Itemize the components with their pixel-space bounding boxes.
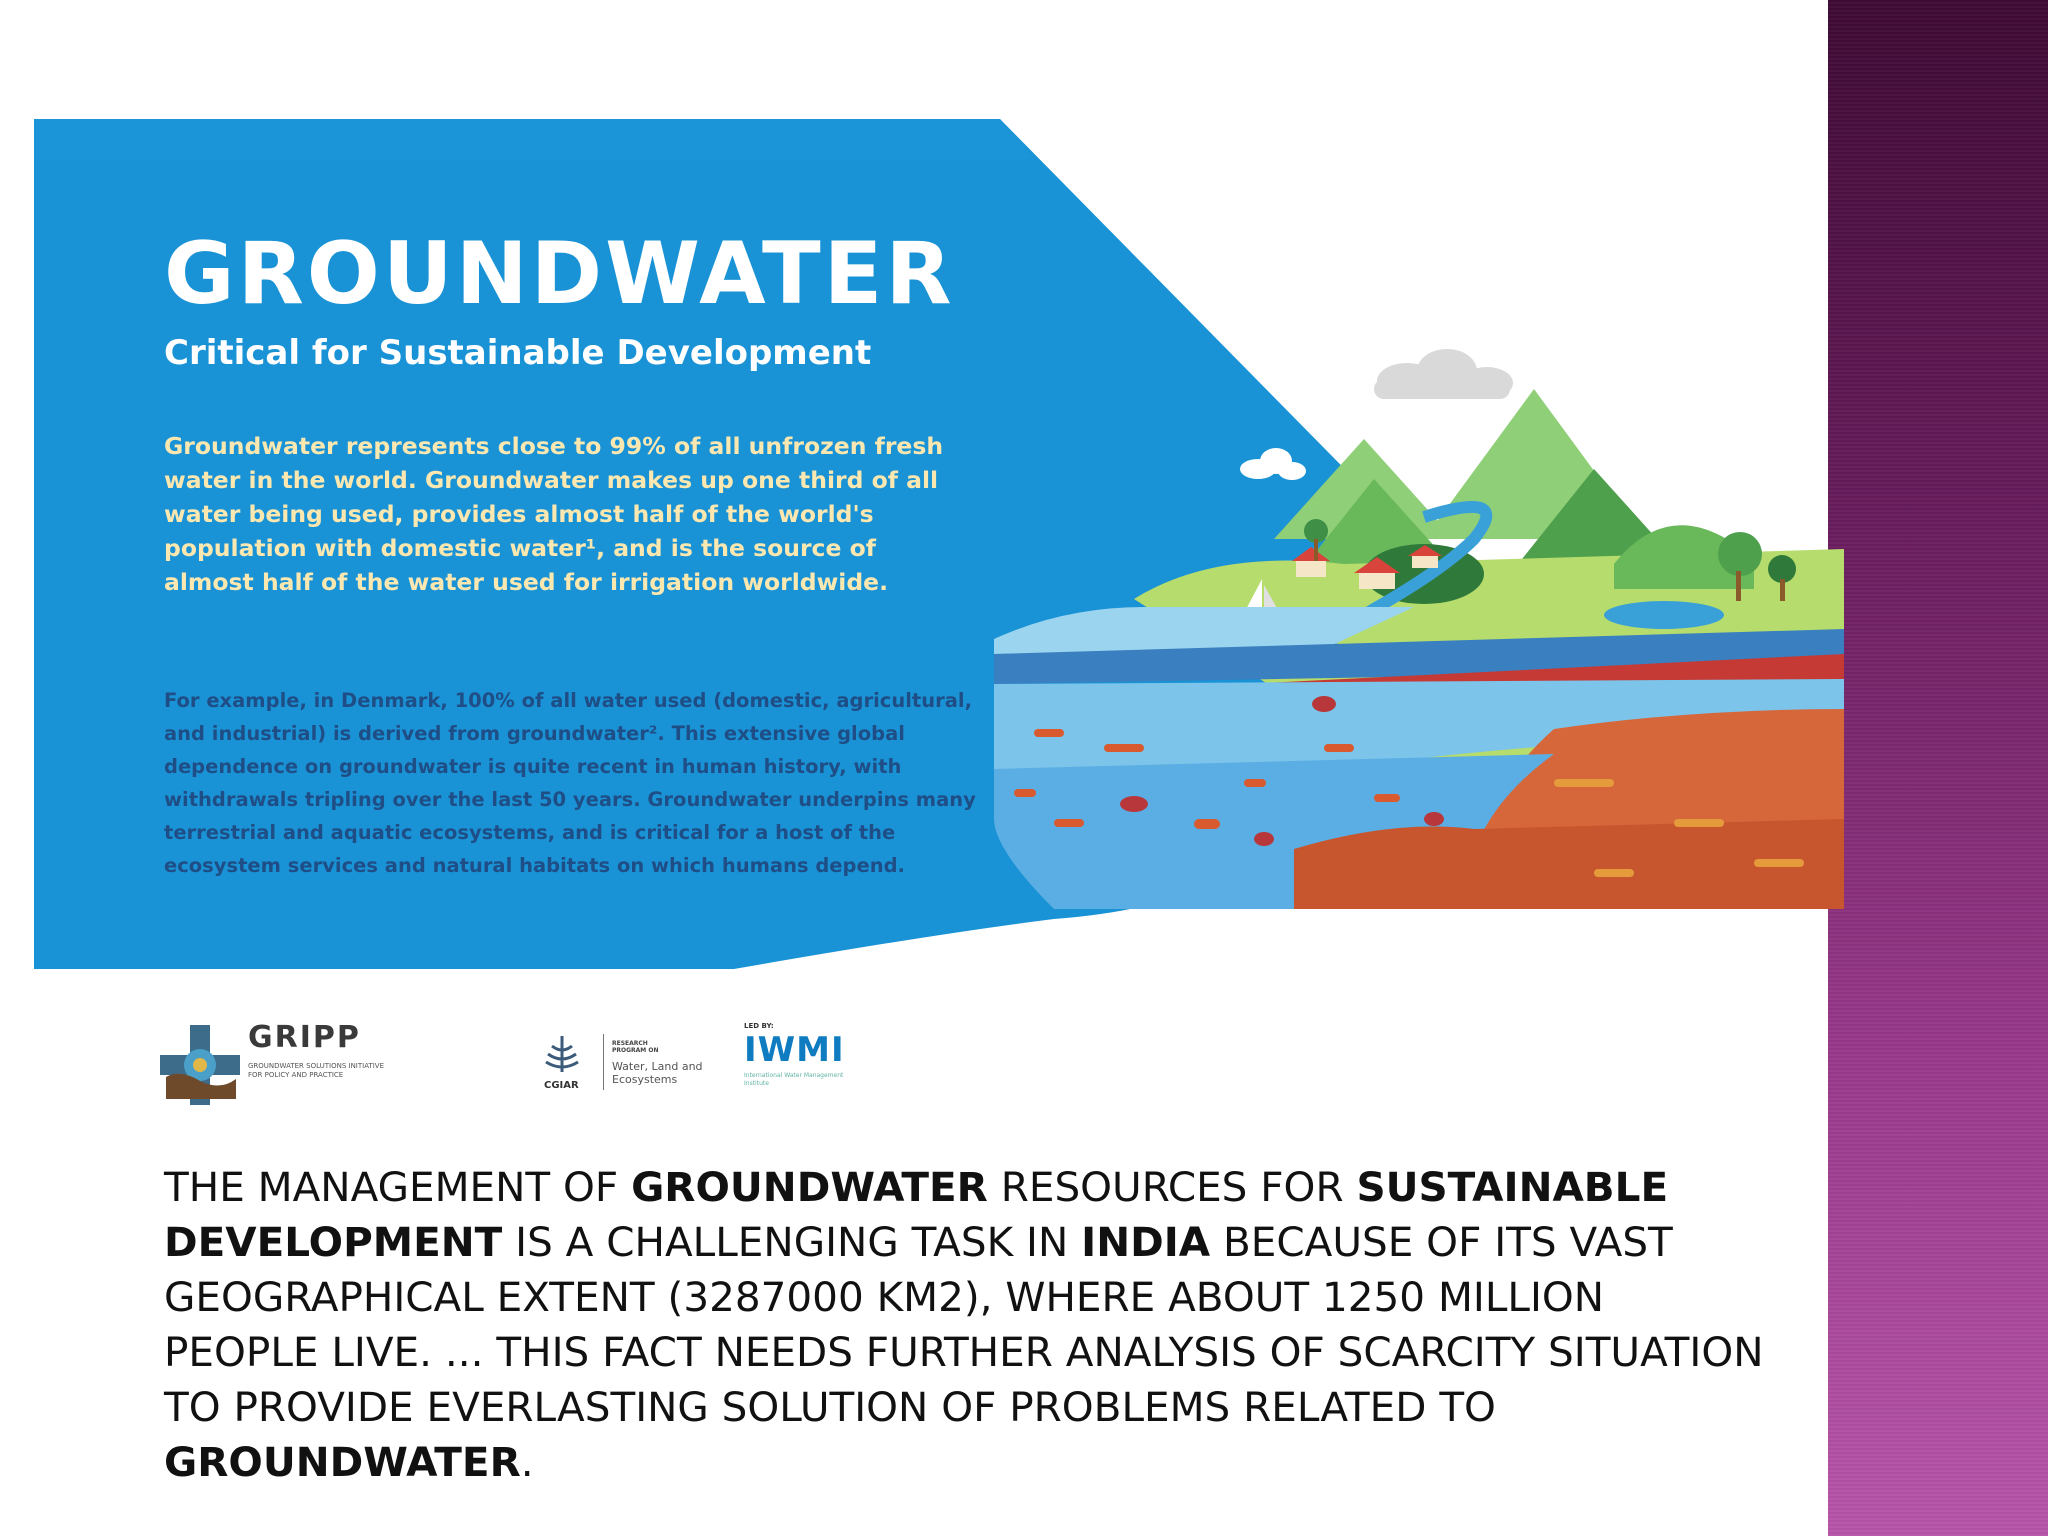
iwmi-subtitle: International Water Management Institute [744,1072,844,1087]
gripp-name: GRIPP [248,1020,361,1055]
body-text-4: BECAUSE OF ITS VAST GEOGRAPHICAL EXTENT (3287000 KM2), WHERE ABOUT 1250 MILLION PEOPLE LIVE. ... THIS FACT NEEDS FURTHER ANALYSIS OF SCARCITY SITUATION TO PROVIDE EVERLASTING SOLUTION OF PROBLEMS RELATED TO [164,1218,1764,1431]
landscape-groundwater-illustration-icon [994,349,1854,1029]
body-text-3: IS A CHALLENGING TASK IN [502,1218,1082,1266]
logo-divider [603,1034,604,1090]
body-text-5: . [520,1438,534,1486]
infographic-subtitle: Critical for Sustainable Development [164,333,872,373]
infographic-title: GROUNDWATER [164,224,955,324]
body-bold-groundwater-2: GROUNDWATER [164,1438,521,1486]
wle-name: Water, Land and Ecosystems [612,1060,703,1086]
iwmi-name: IWMI [744,1030,845,1070]
gripp-logo-icon [160,1025,240,1105]
infographic-paragraph-1: Groundwater represents close to 99% of all unfrozen fresh water in the world. Groundwater makes up one third of all water being used, provides almost half of the world's population with domestic water¹, and is the source of almost half of the water used for irrigation worldwide. [164,432,944,596]
decorative-sidebar [1828,0,2048,1536]
groundwater-infographic [34,119,1814,969]
infographic-paragraph-2: For example, in Denmark, 100% of all water used (domestic, agricultural, and industrial) is derived from groundwater². This extensive global dependence on groundwater is quite recent in human history, with withdrawals tripling over the last 50 years. Groundwater underpins many terrestrial and aquatic ecosystems, and is critical for a host of the ecosystem services and natural habitats on which humans depend. [164,689,976,877]
gripp-subtitle: GROUNDWATER SOLUTIONS INITIATIVE FOR POLICY AND PRACTICE [248,1062,385,1079]
body-text-2: RESOURCES FOR [987,1163,1357,1211]
body-text-1: THE MANAGEMENT OF [164,1163,632,1211]
partner-logos [160,1020,880,1120]
body-bold-india: INDIA [1081,1218,1211,1266]
cgiar-name: CGIAR [544,1080,579,1091]
iwmi-led-by: LED BY: [744,1022,774,1030]
body-bold-sustainable-development: SUSTAINABLE DEVELOPMENT [164,1163,1669,1266]
body-paragraph [164,1160,1764,1490]
wle-program-label: RESEARCH PROGRAM ON [612,1040,659,1054]
cgiar-logo-icon [540,1032,584,1078]
body-bold-groundwater: GROUNDWATER [631,1163,988,1211]
